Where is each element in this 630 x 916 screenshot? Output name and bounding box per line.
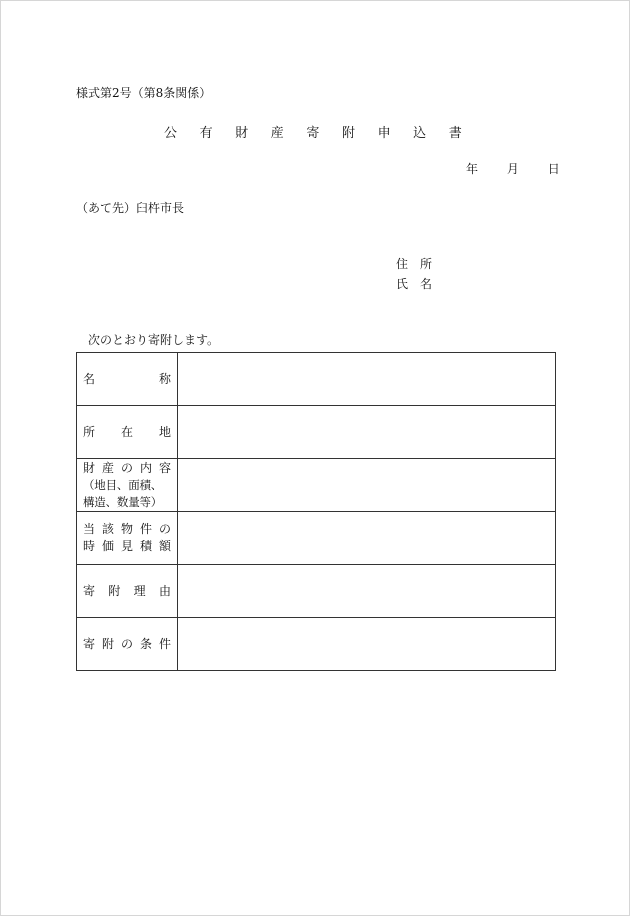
row-label-estimated-value [77,512,178,565]
label-char: の [120,460,133,475]
name-char: 氏 [396,277,409,291]
label-char: 在 [120,424,133,439]
title-char: 産 [270,126,284,141]
label-char: 件 [139,522,152,536]
label-char: 称 [158,371,171,386]
row-label-donation-reason [77,565,178,618]
label-char: 産 [101,460,114,475]
document-title [164,122,484,141]
title-char: 寄 [306,126,320,141]
label-char: 地 [158,424,171,439]
label-char: 寄 [83,636,96,651]
title-char: 附 [341,126,355,141]
value-cell-donation-conditions[interactable] [178,618,556,671]
title-char: 財 [235,126,249,141]
donation-detail-table [76,352,556,671]
label-char: の [120,636,133,651]
label-subline: 構造、数量等） [83,494,163,509]
value-cell-location[interactable] [178,406,556,459]
label-char: 附 [108,583,121,598]
value-cell-name[interactable] [178,353,556,406]
label-char: 内 [139,460,152,475]
title-char: 書 [448,126,462,141]
row-label-location [77,406,178,459]
title-char: 込 [413,126,427,141]
label-char: 時 [83,539,96,553]
label-char: 容 [158,460,171,475]
label-char: 財 [83,460,96,475]
table-row [77,459,556,512]
table-row [77,353,556,406]
label-char: の [158,522,171,536]
date-month-label: 月 [506,162,519,176]
table-row [77,512,556,565]
table-row [77,406,556,459]
date-line [466,160,560,177]
address-char: 住 [396,257,409,271]
label-char: 価 [101,539,114,553]
date-day-label: 日 [547,162,560,176]
label-char: 理 [133,583,146,598]
label-char: 物 [120,522,133,536]
row-label-donation-conditions [77,618,178,671]
label-char: 附 [101,636,114,651]
label-char: 条 [139,636,152,651]
table-row [77,618,556,671]
name-char: 名 [420,277,433,291]
form-number: 様式第2号（第8条関係） [76,86,212,100]
label-char: 寄 [83,583,96,598]
label-char: 由 [158,583,171,598]
label-subline: （地目、面積、 [83,477,163,492]
row-label-property-content [77,459,178,512]
addressee: （あて先）臼杵市長 [76,201,185,215]
title-char: 有 [199,126,213,141]
label-char: 見 [120,539,133,553]
label-char: 積 [139,539,152,553]
applicant-name-label [396,275,444,292]
label-char: 件 [158,636,171,651]
address-char: 所 [420,257,433,271]
value-cell-estimated-value[interactable] [178,512,556,565]
label-char: 該 [101,522,114,536]
value-cell-donation-reason[interactable] [178,565,556,618]
label-char: 所 [83,424,96,439]
label-char: 額 [158,539,171,553]
table-row [77,565,556,618]
date-year-label: 年 [466,162,479,176]
title-char: 公 [164,126,178,141]
label-char: 名 [83,371,96,386]
intro-text: 次のとおり寄附します。 [88,333,220,347]
label-char: 当 [83,522,96,536]
value-cell-property-content[interactable] [178,459,556,512]
row-label-name [77,353,178,406]
title-char: 申 [377,126,391,141]
applicant-address-label [396,255,444,272]
